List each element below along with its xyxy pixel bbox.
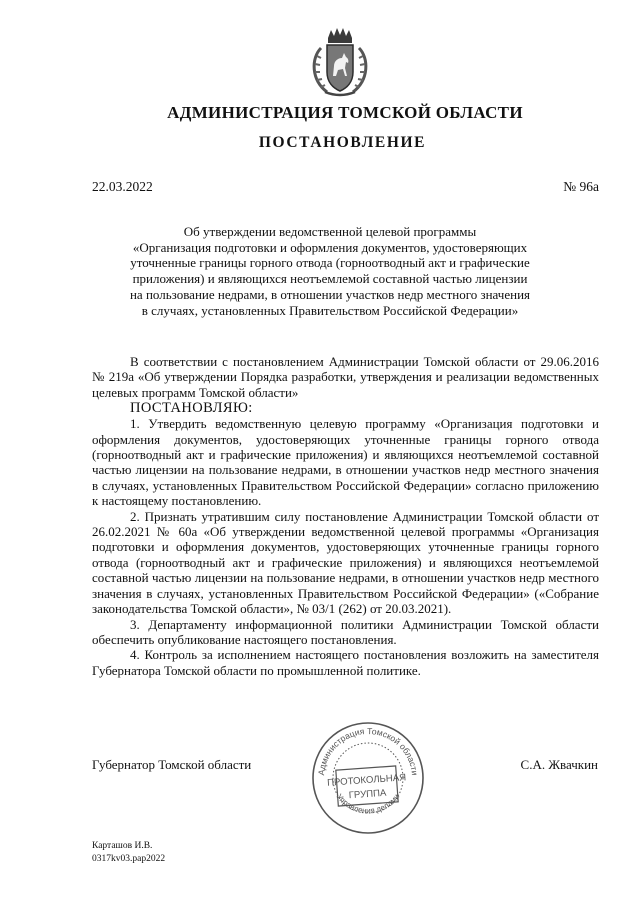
- signer-position: Губернатор Томской области: [92, 757, 252, 772]
- preamble-paragraph: В соответствии с постановлением Администрации Томской области от 29.06.2016 № 219а «Об утверждении Порядка разработки, утверждения и реализации ведомственных целевых программ Томской области»: [92, 354, 599, 400]
- stamp-bottom-text: Управления делами: [334, 792, 402, 816]
- signer-name: С.А. Жвачкин: [520, 757, 598, 772]
- decree-item-2: 2. Признать утратившим силу постановление Администрации Томской области от 26.02.2021 № 60а «Об утверждении ведомственной целевой программы «Организация подготовки и оформления документов, удостоверяющих уточненные границы горного отвода (горноотводный акт и графические приложения) и являющихся неотъемлемой составной частью лицензии на пользование недрами, в отношении участков недр местного значения в случаях, установленных Правительством Российской Федерации» («Собрание законодательства Томской области», № 03/1 (262) от 20.03.2021).: [92, 508, 599, 617]
- executor-name: Карташов И.В.: [92, 841, 153, 851]
- tomsk-region-coat-of-arms-icon: [307, 28, 373, 98]
- decree-item-4: 4. Контроль за исполнением настоящего постановления возложить на заместителя Губернатора Томской области по промышленной политике.: [92, 647, 599, 678]
- subject-line: приложения) и являющихся неотъемлемой составной частью лицензии: [132, 271, 528, 287]
- subject-line: Об утверждении ведомственной целевой программы: [183, 224, 477, 239]
- decree-item-1: 1. Утвердить ведомственную целевую программу «Организация подготовки и оформления документов, удостоверяющих уточненные границы горного отвода (горноотводный акт и графические приложения) и являющихся неотъемлемой составной частью лицензии на пользование недрами, в отношении участков недр местного значения в случаях, установленных Правительством Российской Федерации» согласно приложению к настоящему постановлению.: [92, 416, 599, 509]
- official-stamp-icon: [311, 721, 425, 835]
- document-date: 22.03.2022: [92, 179, 153, 194]
- document-type: ПОСТАНОВЛЕНИЕ: [258, 134, 427, 151]
- document-number: № 96а: [563, 179, 599, 194]
- decree-word: ПОСТАНОВЛЯЮ:: [130, 400, 253, 417]
- document-body: [92, 354, 599, 678]
- stamp-inner-line2: ГРУППА: [348, 787, 387, 802]
- stamp-inner-line1: ПРОТОКОЛЬНАЯ: [326, 772, 407, 789]
- document-subject: [100, 224, 560, 318]
- subject-line: в случаях, установленных Правительством Российской Федерации»: [141, 302, 519, 318]
- subject-line: на пользование недрами, в отношении участков недр местного значения: [129, 286, 531, 302]
- executor-file-code: 0317kv03.рар2022: [92, 853, 166, 864]
- decree-item-3: 3. Департаменту информационной политики Администрации Томской области обеспечить опубликование настоящего постановления.: [92, 616, 599, 647]
- organization-title: АДМИНИСТРАЦИЯ ТОМСКОЙ ОБЛАСТИ: [167, 103, 523, 122]
- subject-line: «Организация подготовки и оформления документов, удостоверяющих: [132, 239, 528, 255]
- subject-line: уточненные границы горного отвода (горноотводный акт и графические: [130, 255, 530, 271]
- executor-block: [92, 840, 165, 865]
- stamp-outer-text: Администрация Томской области: [316, 725, 420, 776]
